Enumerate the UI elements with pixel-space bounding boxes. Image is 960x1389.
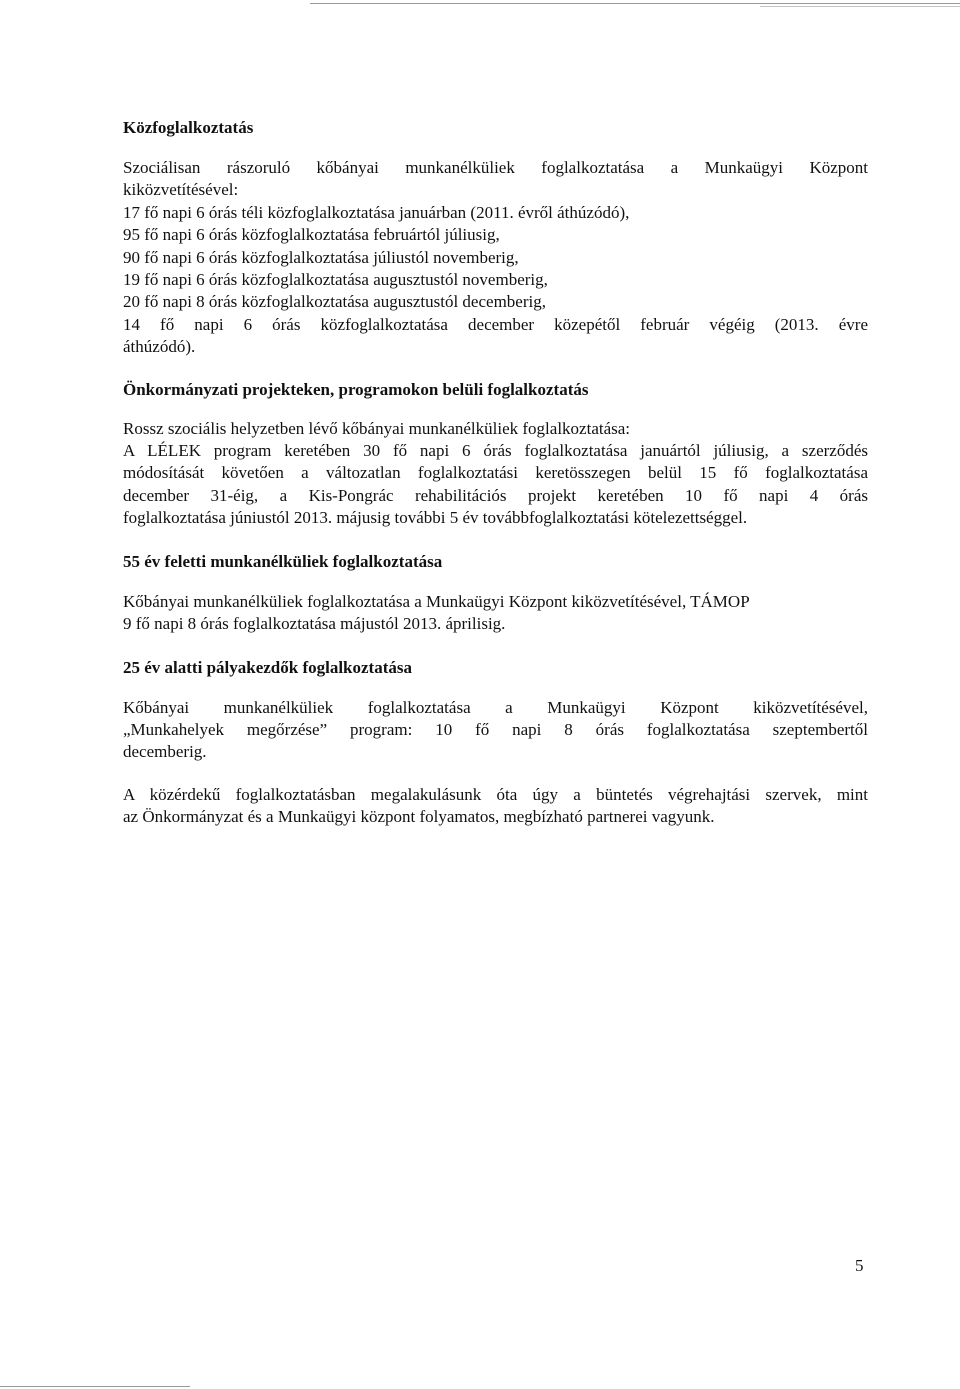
section-heading-kozfoglalkoztatas: Közfoglalkoztatás [123,118,254,137]
body-line: A közérdekű foglalkoztatásban megalakulásunk óta úgy a büntetés végrehajtási szervek, mint [123,784,868,804]
body-line: A LÉLEK program keretében 30 fő napi 6 órás foglalkoztatása januártól júliusig, a szerződés [123,441,868,461]
body-line: az Önkormányzat és a Munkaügyi központ folyamatos, megbízható partnerei vagyunk. [123,807,715,827]
body-line: Kőbányai munkanélküliek foglalkoztatása a Munkaügyi Központ kiközvetítésével, TÁMOP [123,591,750,611]
section-body-kozfoglalkoztatas [123,157,868,359]
body-line: 20 fő napi 8 órás közfoglalkoztatása augusztustól decemberig, [123,292,546,312]
body-line: Szociálisan rászoruló kőbányai munkanélküliek foglalkoztatása a Munkaügyi Központ [123,158,868,177]
body-line: 19 fő napi 6 órás közfoglalkoztatása augusztustól novemberig, [123,270,548,290]
section-body-55-ev-feletti [123,591,868,636]
body-line: 14 fő napi 6 órás közfoglalkoztatása december közepétől február végéig (2013. évre [123,314,868,334]
scan-edge-line [760,6,960,7]
body-line: december 31-éig, a Kis-Pongrác rehabilitációs projekt keretében 10 fő napi 4 órás [123,485,868,505]
document-body [123,117,868,829]
scan-edge-line [310,3,960,4]
closing-paragraph [123,784,868,829]
body-line: Rossz szociális helyzetben lévő kőbányai munkanélküliek foglalkoztatása: [123,418,631,438]
body-line: Kőbányai munkanélküliek foglalkoztatása a Munkaügyi Központ kiközvetítésével, [123,697,868,717]
body-line: áthúzódó). [123,337,196,357]
body-line: 9 fő napi 8 órás foglalkoztatása májustól 2013. áprilisig. [123,614,506,634]
body-line: kiközvetítésével: [123,180,239,200]
section-heading-onkormanyzati-projektek: Önkormányzati projekteken, programokon belüli foglalkoztatás [123,379,589,399]
body-line: 17 fő napi 6 órás téli közfoglalkoztatása januárban (2011. évről áthúzódó), [123,202,630,222]
body-line: 95 fő napi 6 órás közfoglalkoztatása februártól júliusig, [123,225,500,245]
body-line: foglalkoztatása júniustól 2013. májusig további 5 év továbbfoglalkoztatási kötelezettséggel. [123,508,748,528]
section-heading-55-ev-feletti: 55 év feletti munkanélküliek foglalkoztatása [123,551,443,571]
section-body-25-ev-alatti [123,697,868,764]
body-line: „Munkahelyek megőrzése” program: 10 fő napi 8 órás foglalkoztatása szeptembertől [123,719,868,739]
section-heading-25-ev-alatti: 25 év alatti pályakezdők foglalkoztatása [123,657,412,677]
body-line: módosítását követően a változatlan foglalkoztatási keretösszegen belül 15 fő foglalkoztatása [123,463,868,483]
body-line: decemberig. [123,742,207,762]
page-number: 5 [855,1256,864,1275]
section-body-onkormanyzati-projektek [123,418,868,530]
body-line: 90 fő napi 6 órás közfoglalkoztatása júliustól novemberig, [123,247,519,267]
scan-edge-line [0,1386,190,1387]
